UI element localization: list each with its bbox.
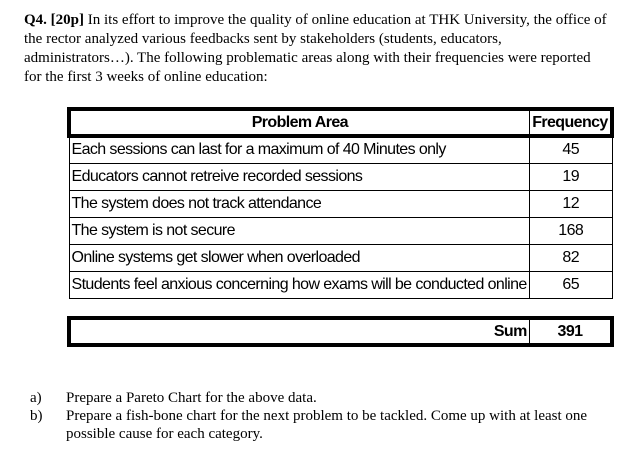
task-label: b) [30, 408, 43, 424]
header-problem-area: Problem Area [69, 109, 529, 136]
problem-area-cell: The system is not secure [69, 217, 529, 244]
question-body: In its effort to improve the quality of online education at THK University, the office of the rector analyzed various feedbacks sent by stakeholders (students, educators, administrators…). The following problematic areas along with their frequencies were reported for the first 3 weeks of online education: [24, 12, 607, 85]
table-row [69, 244, 612, 271]
table-row [69, 136, 612, 163]
frequency-cell: 12 [529, 190, 612, 217]
table-row [69, 163, 612, 190]
frequency-cell: 45 [529, 136, 612, 163]
question-text [24, 11, 609, 87]
problem-area-cell: Educators cannot retreive recorded sessions [69, 163, 529, 190]
frequency-cell: 82 [529, 244, 612, 271]
problem-frequency-table [67, 107, 614, 347]
table-spacer-row [69, 298, 612, 318]
table-row [69, 217, 612, 244]
table-sum-row [69, 318, 612, 345]
task-text: Prepare a Pareto Chart for the above data. [66, 390, 317, 406]
sum-value: 391 [529, 318, 612, 345]
sum-label: Sum [69, 318, 529, 345]
problem-area-cell: Students feel anxious concerning how exams will be conducted online [69, 271, 529, 298]
task-text: Prepare a fish-bone chart for the next problem to be tackled. Come up with at least one possible cause for each category. [66, 408, 588, 442]
frequency-cell: 19 [529, 163, 612, 190]
problem-area-cell: The system does not track attendance [69, 190, 529, 217]
task-item [30, 389, 620, 407]
task-item [30, 407, 620, 443]
question-label: Q4. [20p] [24, 12, 84, 28]
frequency-cell: 168 [529, 217, 612, 244]
header-frequency: Frequency [529, 109, 612, 136]
task-list [30, 389, 620, 443]
problem-area-cell: Each sessions can last for a maximum of 40 Minutes only [69, 136, 529, 163]
problem-area-cell: Online systems get slower when overloaded [69, 244, 529, 271]
table-row [69, 271, 612, 298]
table-row [69, 190, 612, 217]
table-header-row [69, 109, 612, 136]
frequency-cell: 65 [529, 271, 612, 298]
task-label: a) [30, 390, 42, 406]
